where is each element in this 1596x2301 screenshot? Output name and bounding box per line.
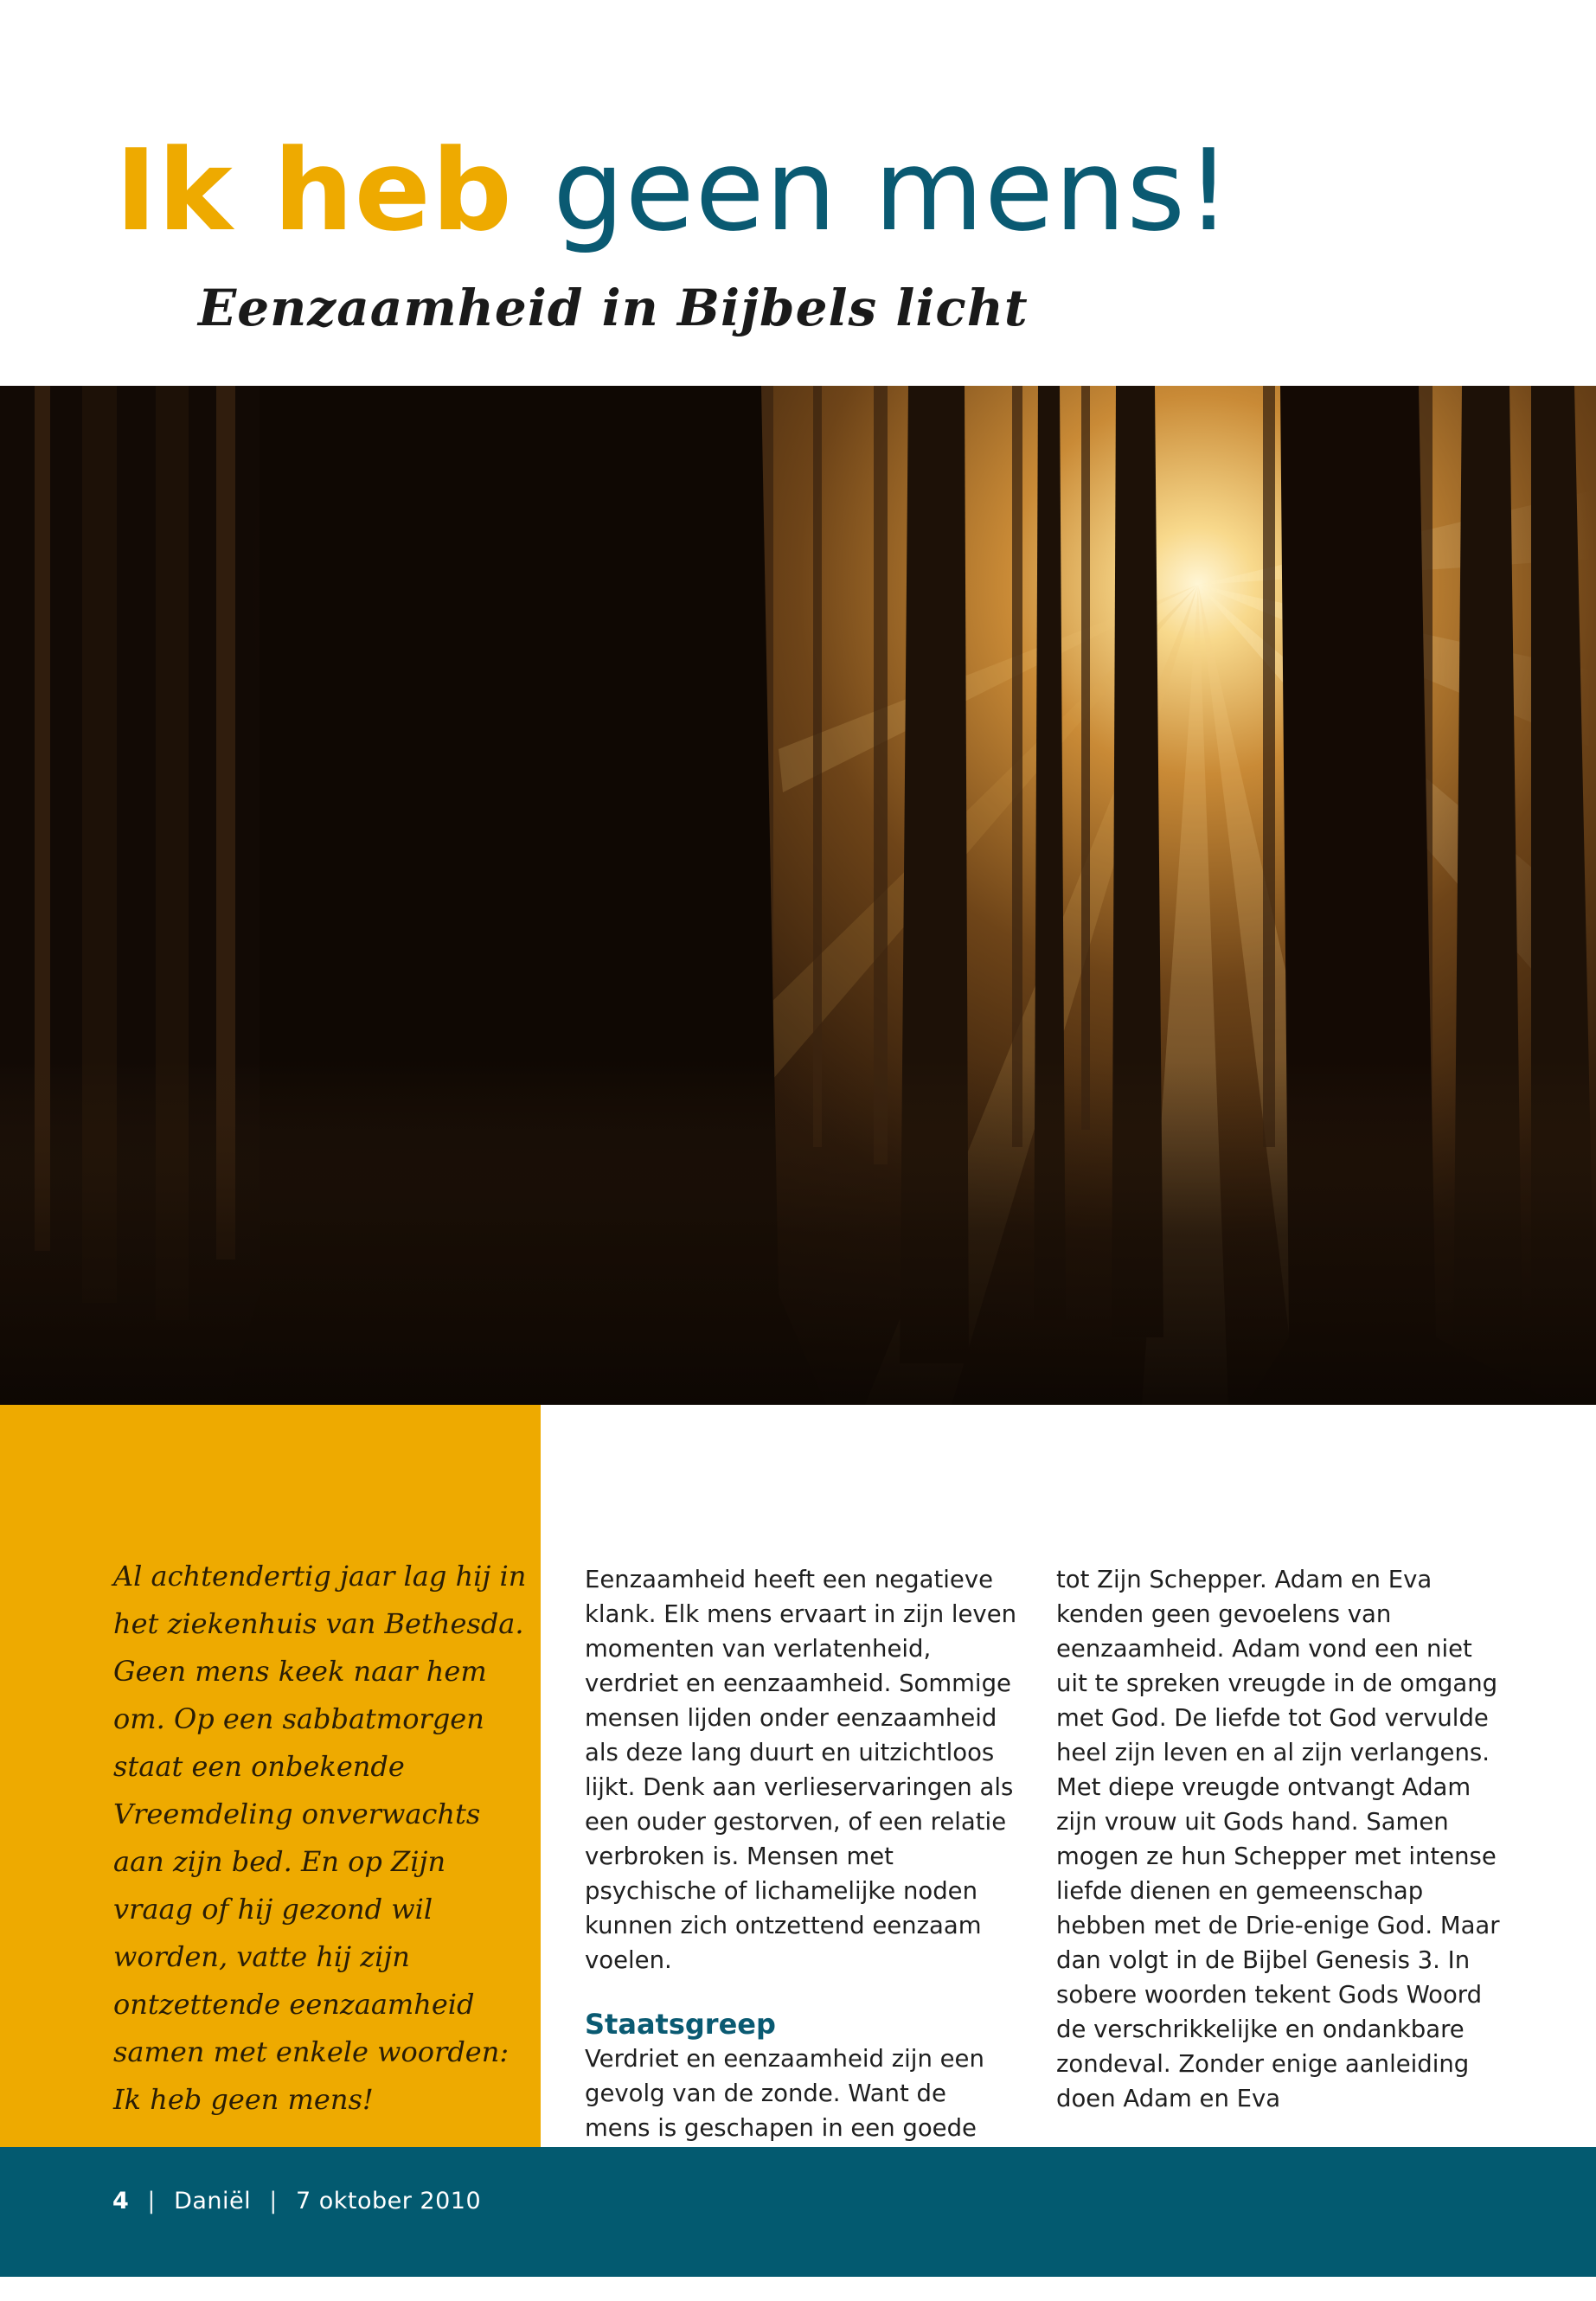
title-highlight: Ik heb <box>115 125 513 256</box>
body-paragraph: Eenzaamheid heeft een negatieve klank. Elk mens ervaart in zijn leven momenten van verlatenheid, verdriet en eenzaamheid. Sommige mensen lijden onder eenzaamheid als deze lang duurt en uitzichtloos lijkt. Denk aan verlieservaringen als een ouder gestorven, of een relatie verbroken is. Mensen met psychische of lichamelijke noden kunnen zich ontzettend eenzaam voelen. <box>585 1566 1017 1974</box>
article-subtitle: Eenzaamheid in Bijbels licht <box>198 279 1029 337</box>
footer-separator: | <box>147 2188 156 2214</box>
body-paragraph: tot Zijn Schepper. Adam en Eva kenden geen gevoelens van eenzaamheid. Adam vond een niet uit te spreken vreugde in de omgang met God. De liefde tot God vervulde heel zijn leven en al zijn verlangens. Met diepe vreugde ontvangt Adam zijn vrouw uit Gods hand. Samen mogen ze hun Schepper met intense liefde dienen en gemeenschap hebben met de Drie-enige God. Maar dan volgt in de Bijbel Genesis 3. In sobere woorden tekent Gods Woord de verschrikkelijke en ondankbare zondeval. Zonder enige aanleiding doen Adam en Eva <box>1056 1566 1500 2112</box>
body-paragraph: Verdriet en eenzaamheid zijn een gevolg van de zonde. Want de mens is geschapen in een goede <box>585 2045 984 2142</box>
pull-quote-text: Al achtendertig jaar lag hij in het ziekenhuis van Bethesda. Geen mens keek naar hem om. Op een sabbatmorgen staat een onbekende Vreemdeling onverwachts aan zijn bed. En op Zijn vraag of hij gezond wil worden, vatte hij zijn ontzettende eenzaamheid samen met enkele woorden: Ik heb geen mens! <box>113 1560 527 2116</box>
publication-name: Daniël <box>174 2188 252 2214</box>
title-rest: geen mens! <box>553 125 1233 256</box>
article-title <box>115 125 1233 256</box>
body-column-1 <box>585 1562 1017 2180</box>
section-heading: Staatsgreep <box>585 2008 776 2041</box>
publication-date: 7 oktober 2010 <box>295 2188 482 2214</box>
forest-sunrays-photo <box>0 386 1596 1405</box>
body-column-2 <box>1056 1562 1510 2116</box>
footer-info <box>112 2188 481 2214</box>
footer-separator: | <box>269 2188 278 2214</box>
page-number: 4 <box>112 2188 130 2214</box>
